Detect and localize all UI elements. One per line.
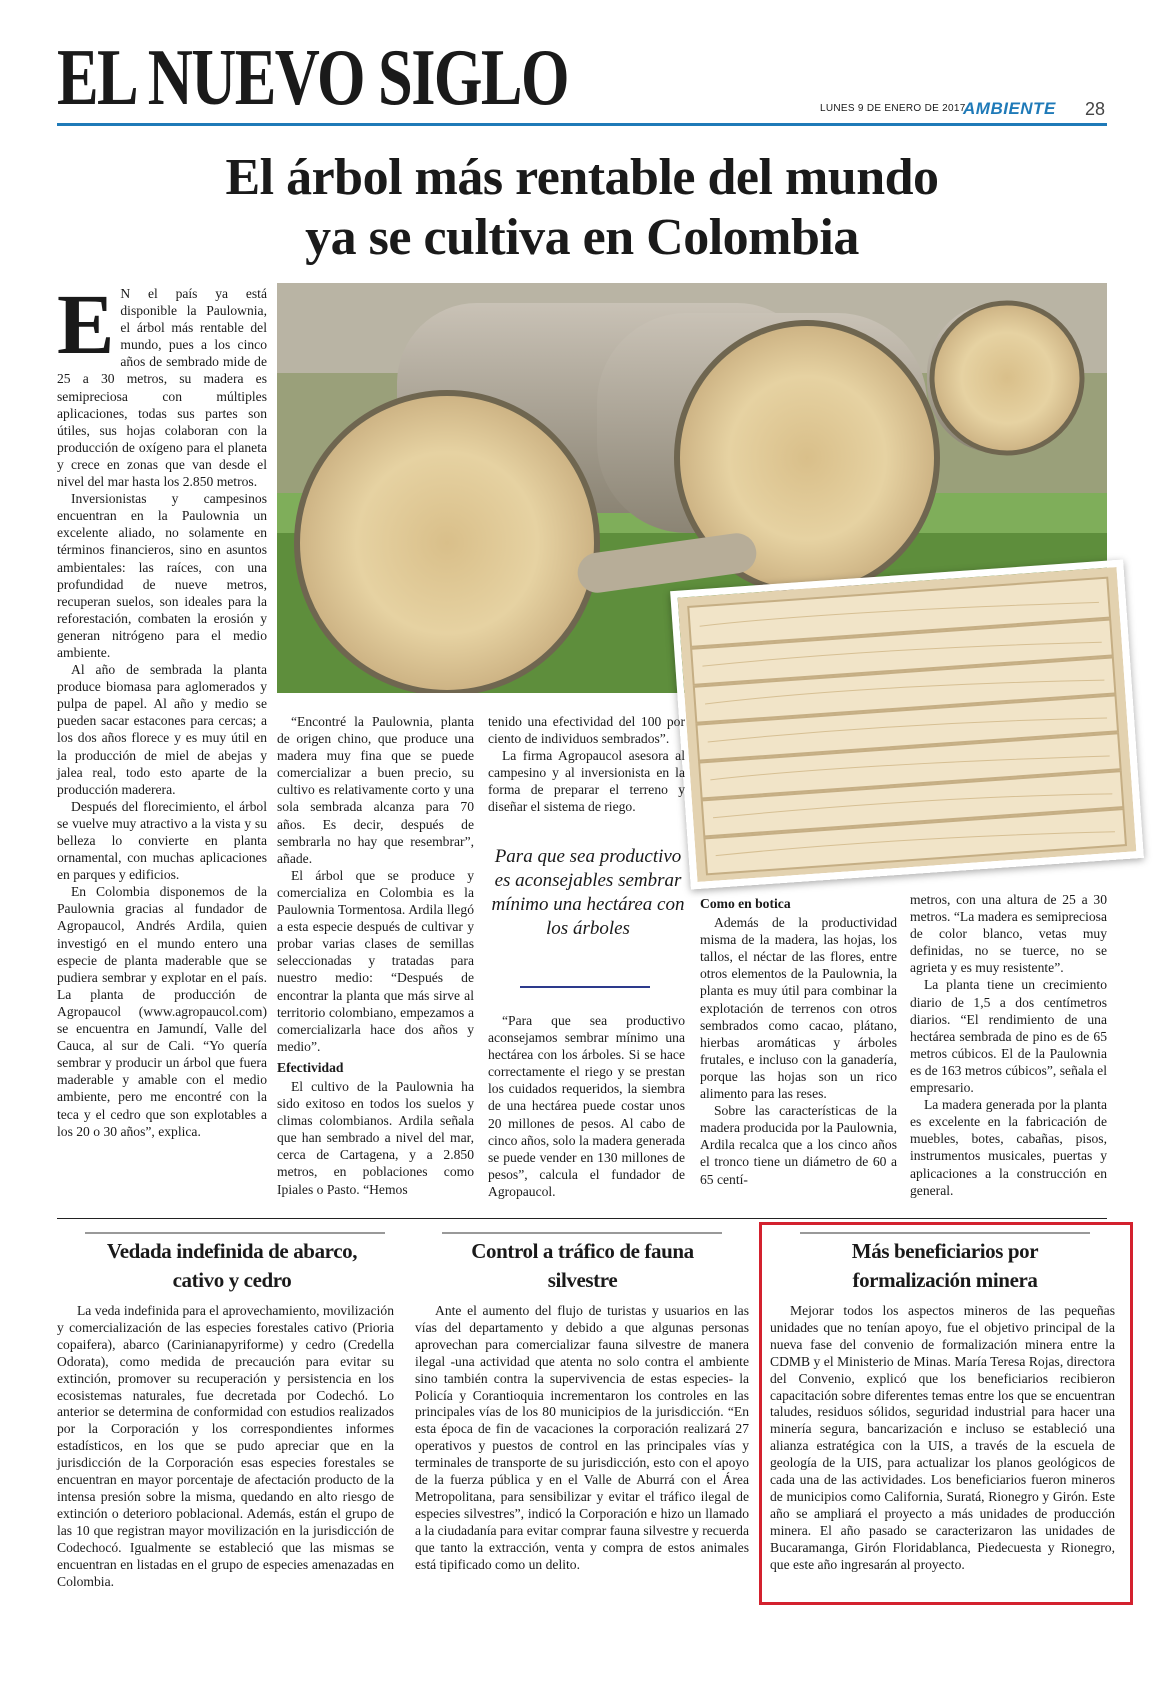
brief-body-mineria xyxy=(770,1303,1115,1574)
article-paragraph: En Colombia disponemos de la Paulownia gracias al fundador de Agropaucol, Andrés Ardila, quien investigó en el mundo entero una especie de planta maderable que se pudiera sembrar y explotar en el país. La planta de producción de Agropaucol (www.agropaucol.com) se encuentra en Jamundí, Valle del Cauca, al sur de Cali. “Yo quería sembrar y producir un árbol que fuera maderable y amable con el medio ambiente, pero me encontré con la teca y el cedro que son explotables a los 20 o 30 años”, explica. xyxy=(57,884,267,1139)
brief-body-veda xyxy=(57,1303,394,1590)
drop-cap: E xyxy=(57,276,115,372)
masthead-rule xyxy=(57,123,1107,126)
brief-rule xyxy=(442,1232,722,1234)
headline-line-2: ya se cultiva en Colombia xyxy=(305,209,859,266)
article-paragraph: “Encontré la Paulownia, planta de origen chino, que produce una madera muy fina que se puede comercializar a buen precio, su cultivo es relativamente corto y una sola sembrada alcanza para 70 años. Es decir, después de sembrarla no hay que resembrar”, añade. xyxy=(277,714,474,866)
brief-title-line: Vedada indefinida de abarco, xyxy=(106,1239,358,1263)
brief-title-line: Control a tráfico de fauna xyxy=(471,1239,694,1263)
planks-photo xyxy=(670,560,1144,890)
article-paragraph: N el país ya está disponible la Paulownia, el árbol más rentable del mundo, pues a los cinco años de sembrado mide de 25 a 30 metros, su madera es semipreciosa con múltiples aplicaciones, todas sus partes son útiles, sus hojas colaboran con la producción de oxígeno para el planeta y crece en zonas que van desde el nivel del mar hasta los 2.850 metros. xyxy=(57,286,267,490)
article-paragraph: La planta tiene un crecimiento diario de 1,5 a dos centímetros diarios. “El rendimiento de una hectárea sembrada de pino es de 65 metros cúbicos. El de la Paulownia es de 163 metros cúbicos”, señala el empresario. xyxy=(910,977,1107,1096)
brief-title-line: cativo y cedro xyxy=(172,1268,292,1292)
article-column-2 xyxy=(277,713,474,1198)
headline xyxy=(57,148,1107,268)
brief-rule xyxy=(800,1232,1090,1234)
article-paragraph: La madera generada por la planta es excelente en la fabricación de muebles, botes, cabañas, pisos, instrumentos musicales, puertas y aplicaciones a la construcción en general. xyxy=(910,1097,1107,1198)
article-paragraph: Inversionistas y campesinos encuentran en la Paulownia un excelente aliado, no solamente en términos financieros, sino en asuntos ambientales: las raíces, con una profundidad de nueve metros, recuperan suelos, son ideales para la reforestación, combaten la erosión y generan nitrógeno para el medio ambiente. xyxy=(57,491,267,660)
article-column-3 xyxy=(488,713,685,816)
brief-rule xyxy=(85,1232,385,1234)
page-number: 28 xyxy=(1085,99,1106,119)
article-paragraph: metros, con una altura de 25 a 30 metros. “La madera es semipreciosa de color blanco, vetas muy definidas, no se tuerce, no se agrieta y es muy resistente”. xyxy=(910,892,1107,976)
article-column-1 xyxy=(57,276,267,1140)
brief-paragraph: Mejorar todos los aspectos mineros de las pequeñas unidades que no tenían apoyo, fue el objetivo principal de la nueva fase del convenio de formalización minera entre la CDMB y el Ministerio de Minas. María Teresa Rojas, directora del Convenio, explicó que los beneficiarios recibieron capacitación sobre diferentes temas entre los que se encuentran taludes, residuos sólidos, seguridad industrial para hacer una minería segura, bancarización e incluso se estableció una alianza estratégica con la UIS, a través de la escuela de geología de la UIS, para actualizar los planos geológicos de cada una de las actividades. Los beneficiarios fueron mineros de municipios como California, Suratá, Rionegro y Girón. Este año se ampliará el proyecto a más unidades de producción minera. El año pasado se caracterizaron las unidades de Bucaramanga, Girón Floridablanca, Piedecuesta y Rionegro, que este año ingresarán al proyecto. xyxy=(770,1303,1115,1572)
masthead: EL NUEVO SIGLO xyxy=(57,34,568,122)
article-paragraph: Al año de sembrada la planta produce biomasa para aglomerados y pulpa de papel. Al año y medio se pueden sacar estacones para cercas; a los dos años florece y es muy útil en la producción de miel de abejas y jalea real, todo esto aparte de la producción maderera. xyxy=(57,662,267,797)
section-label: AMBIENTE xyxy=(963,99,1056,118)
article-paragraph: Sobre las características de la madera producida por la Paulownia, Ardila recalca que a los cinco años el tronco tiene un diámetro de 60 a 65 centí- xyxy=(700,1103,897,1187)
article-column-4 xyxy=(700,891,897,1188)
brief-paragraph: La veda indefinida para el aprovechamiento, movilización y comercialización de las especies forestales cativo (Prioria copaifera), abarco (Carinianapyriforme) y cedro (Credella Odorata), como medida de precaución para evitar su extinción, promover su recuperación y persistencia en los ecosistemas naturales, fue decretada por Codechó. Lo anterior se determina de conformidad con estudios realizados por la Corporación y los correspondientes informes estadísticos, en los que se pudo apreciar que en la jurisdicción de la Corporación esas especies forestales se encuentran en mayor porcentaje de afectación producto de la intensa presión sobre la misma, quedando en alto riesgo de extinción o deterioro poblacional. Además, están el grupo de las 10 que registran mayor movilización en la jurisdicción de Codechocó. Igualmente se estableció que las mismas se encuentran en listadas en el grupo de especies amenazadas en Colombia. xyxy=(57,1303,394,1589)
subheading-efectividad: Efectividad xyxy=(277,1059,344,1075)
article-paragraph: Además de la productividad misma de la madera, las hojas, los tallos, el néctar de las flores, entre otros elementos de la Paulownia, la planta es muy útil para combinar la explotación de terrenos con otros sembrados como cacao, plátano, hierbas aromáticas y árboles frutales, e incluso con la ganadería, porque las hojas son un rico alimento para las reses. xyxy=(700,915,897,1102)
brief-title-veda xyxy=(57,1237,407,1295)
pull-quote: Para que sea productivo es aconsejables sembrar mínimo una hectárea con los árboles xyxy=(491,846,685,939)
article-paragraph: El cultivo de la Paulownia ha sido exitoso en todos los suelos y climas colombianos. Ardila señala que han sembrado a nivel del mar, cerca de Cartagena, y a 2.850 metros, en poblaciones como Ipiales o Pasto. “Hemos xyxy=(277,1078,474,1197)
brief-title-mineria xyxy=(765,1237,1125,1295)
article-column-5 xyxy=(910,891,1107,1199)
brief-title-line: formalización minera xyxy=(852,1268,1038,1292)
subheading-como-en-botica: Como en botica xyxy=(700,896,791,911)
brief-title-line: silvestre xyxy=(547,1268,618,1292)
article-column-3-bottom xyxy=(488,1012,685,1200)
article-paragraph: Después del florecimiento, el árbol se vuelve muy atractivo a la vista y su belleza lo convierte en planta ornamental, con muchas aplicaciones en parques y edificios. xyxy=(57,798,267,883)
briefs-divider xyxy=(57,1218,1107,1219)
article-paragraph: El árbol que se produce y comercializa en Colombia es la Paulownia Tormentosa. Ardila llegó a esta especie después de cultivar y probar varias clases de semillas seleccionadas y tratadas para nuestro medio: “Después de encontrar la planta que más sirve al territorio colombiano, empezamos a comercializarla hace dos años y medio”. xyxy=(277,867,474,1054)
brief-body-fauna xyxy=(415,1303,749,1574)
brief-title-fauna xyxy=(410,1237,755,1295)
headline-line-1: El árbol más rentable del mundo xyxy=(225,149,939,206)
brief-title-line: Más beneficiarios por xyxy=(851,1239,1039,1263)
pull-quote-rule xyxy=(520,986,650,988)
brief-paragraph: Ante el aumento del flujo de turistas y usuarios en las vías del departamento y debido a que algunas personas aprovechan para comercializar fauna silvestre de manera ilegal -una actividad que atenta no solo contra el ambiente sino también contra la supervivencia de estas especies- la Policía y Corantioquia incrementaron los controles en las principales vías de los 80 municipios de la jurisdicción. “En esta época de fin de vacaciones la corporación realizará 27 operativos y puestos de control en las principales vías y terminales de transporte de su jurisdicción, esto con el apoyo de la fuerza pública y en el Valle de Aburrá con el Área Metropolitana, para sensibilizar y evitar el tráfico ilegal de especies silvestres”, indicó la Corporación e hizo un llamado a la ciudadanía para evitar comprar fauna silvestre y recuerda que tanto la extracción, venta y compra de estos animales está tipificado como un delito. xyxy=(415,1303,749,1572)
article-paragraph: “Para que sea productivo aconsejamos sembrar mínimo una hectárea con los árboles. Si se hace correctamente el riego y se prestan los cuidados requeridos, la siembra de una hectárea puede costar unos 20 millones de pesos. Al cabo de cinco años, solo la madera generada se puede vender en 130 millones de pesos”, calcula el fundador de Agropaucol. xyxy=(488,1013,685,1199)
article-paragraph: tenido una efectividad del 100 por ciento de individuos sembrados”. xyxy=(488,714,685,747)
article-paragraph: La firma Agropaucol asesora al campesino y al inversionista en la forma de preparar el terreno y diseñar el sistema de riego. xyxy=(488,748,685,815)
dateline: LUNES 9 DE ENERO DE 2017 xyxy=(820,103,966,114)
